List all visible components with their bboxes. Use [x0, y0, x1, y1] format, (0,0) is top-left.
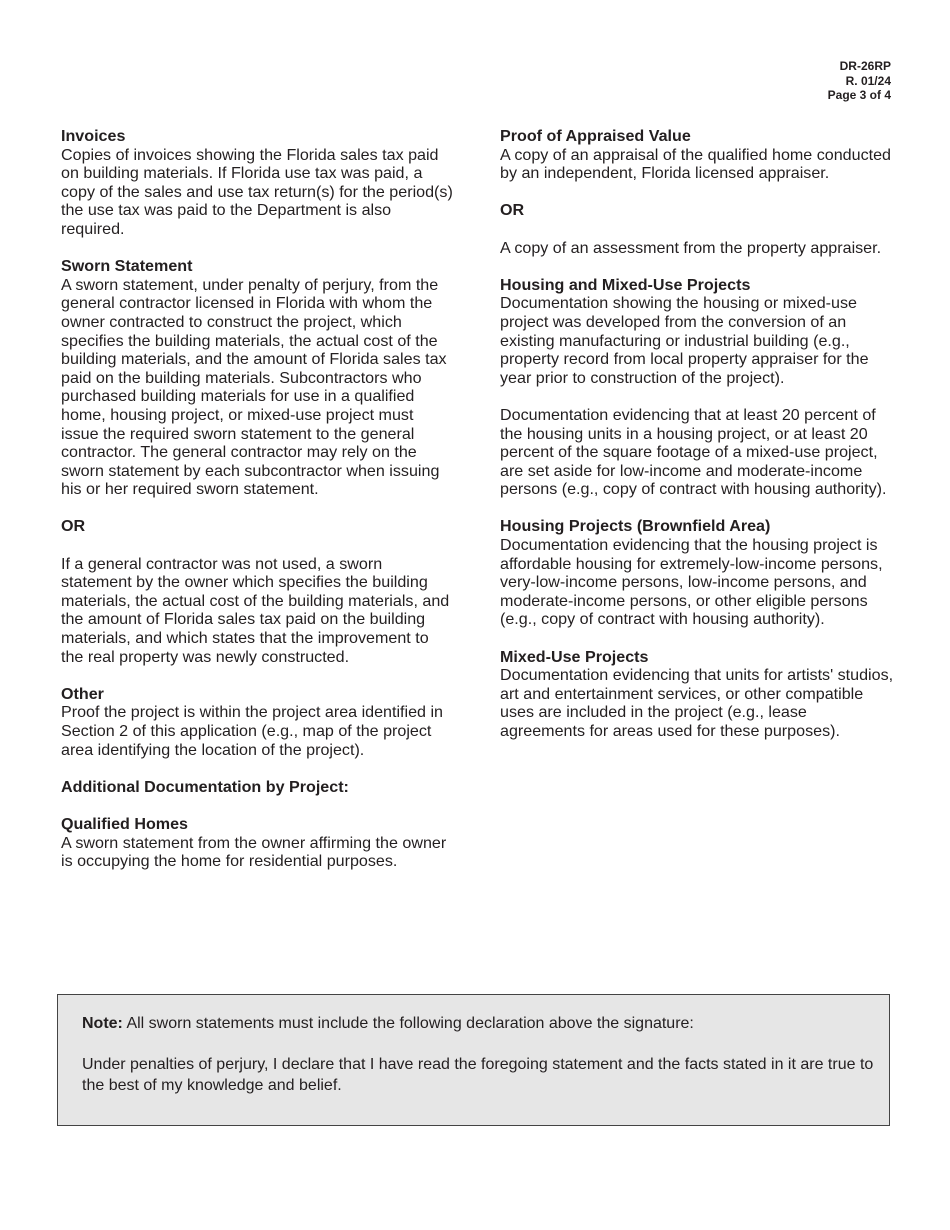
other-text: Proof the project is within the project area identified in Section 2 of this application (e.g., map of the project area identifying the location of the project).	[61, 703, 443, 759]
owner-statement-text: If a general contractor was not used, a sworn statement by the owner which specifies the building materials, the actual cost of the building materials, and the amount of Florida sales tax paid on the building materials, and which states that the improvement to the real property was newly constructed.	[61, 554, 450, 666]
housing-mixed-use-text: Documentation showing the housing or mixed-use project was developed from the conversion of an existing manufacturing or industrial building (e.g., property record from local property appraiser for the year prior to construction of the project).	[500, 294, 869, 387]
mixed-use-heading: Mixed-Use Projects	[500, 647, 649, 666]
mixed-use-section	[500, 648, 896, 741]
declaration-text: Under penalties of perjury, I declare that I have read the foregoing statement and the facts stated in it are true to the best of my knowledge and belief.	[82, 1056, 874, 1094]
note-text: All sworn statements must include the following declaration above the signature:	[122, 1015, 694, 1032]
additional-documentation-section	[61, 778, 455, 797]
set-aside-section	[500, 406, 896, 499]
assessment-text: A copy of an assessment from the property appraiser.	[500, 238, 882, 257]
appraised-value-heading: Proof of Appraised Value	[500, 127, 691, 145]
or-divider	[61, 517, 455, 536]
set-aside-text: Documentation evidencing that at least 20 percent of the housing units in a housing project, or at least 20 percent of the square footage of a mixed-use project, are set aside for low-income and moderate-income persons (e.g., copy of contract with housing authority).	[500, 405, 887, 499]
sworn-statement-heading: Sworn Statement	[61, 257, 193, 276]
or-label: OR	[500, 201, 525, 220]
housing-mixed-use-section	[500, 276, 896, 388]
qualified-homes-section	[61, 815, 455, 871]
other-section	[61, 685, 455, 759]
page-number: Page 3 of 4	[827, 88, 891, 102]
form-header	[828, 59, 891, 103]
note-label: Note:	[82, 1015, 123, 1032]
invoices-heading: Invoices	[61, 127, 126, 145]
qualified-homes-heading: Qualified Homes	[61, 814, 188, 833]
invoices-text: Copies of invoices showing the Florida sales tax paid on building materials. If Florida use tax was paid, a copy of the sales and use tax return(s) for the period(s) the use tax was paid to the Department is also required.	[61, 145, 453, 238]
or-label: OR	[61, 517, 86, 536]
form-number: DR-26RP	[839, 59, 891, 73]
owner-statement-section	[61, 555, 455, 667]
left-column	[61, 127, 455, 889]
appraised-value-text: A copy of an appraisal of the qualified home conducted by an independent, Florida licensed appraiser.	[500, 145, 891, 183]
sworn-statement-text: A sworn statement, under penalty of perjury, from the general contractor licensed in Florida with whom the owner contracted to construct the project, which specifies the building materials, the actual cost of the building materials, and the amount of Florida sales tax paid on the building materials. Subcontractors who purchased building materials for use in a qualified home, housing project, or mixed-use project must issue the required sworn statement to the general contractor. The general contractor may rely on the sworn statement by each subcontractor when issuing his or her required sworn statement.	[61, 275, 447, 499]
note-box	[57, 994, 890, 1126]
right-column	[500, 127, 896, 759]
brownfield-text: Documentation evidencing that the housing project is affordable housing for extremely-low-income persons, very-low-income persons, low-income persons, and moderate-income persons, or other eligible persons (e.g., copy of contract with housing authority).	[500, 536, 883, 629]
housing-mixed-use-heading: Housing and Mixed-Use Projects	[500, 275, 751, 294]
mixed-use-text: Documentation evidencing that units for artists' studios, art and entertainment services, or other compatible uses are included in the project (e.g., lease agreements for areas used for these purposes).	[500, 666, 894, 740]
invoices-section	[61, 127, 455, 239]
other-heading: Other	[61, 684, 104, 703]
qualified-homes-text: A sworn statement from the owner affirming the owner is occupying the home for residential purposes.	[61, 833, 447, 871]
note-intro	[82, 1014, 875, 1035]
brownfield-heading: Housing Projects (Brownfield Area)	[500, 517, 771, 536]
assessment-section	[500, 239, 896, 258]
appraised-value-section	[500, 127, 896, 183]
sworn-statement-section	[61, 257, 455, 499]
or-divider	[500, 201, 896, 220]
additional-documentation-heading: Additional Documentation by Project:	[61, 777, 349, 796]
form-revision: R. 01/24	[845, 73, 891, 88]
brownfield-section	[500, 517, 896, 629]
